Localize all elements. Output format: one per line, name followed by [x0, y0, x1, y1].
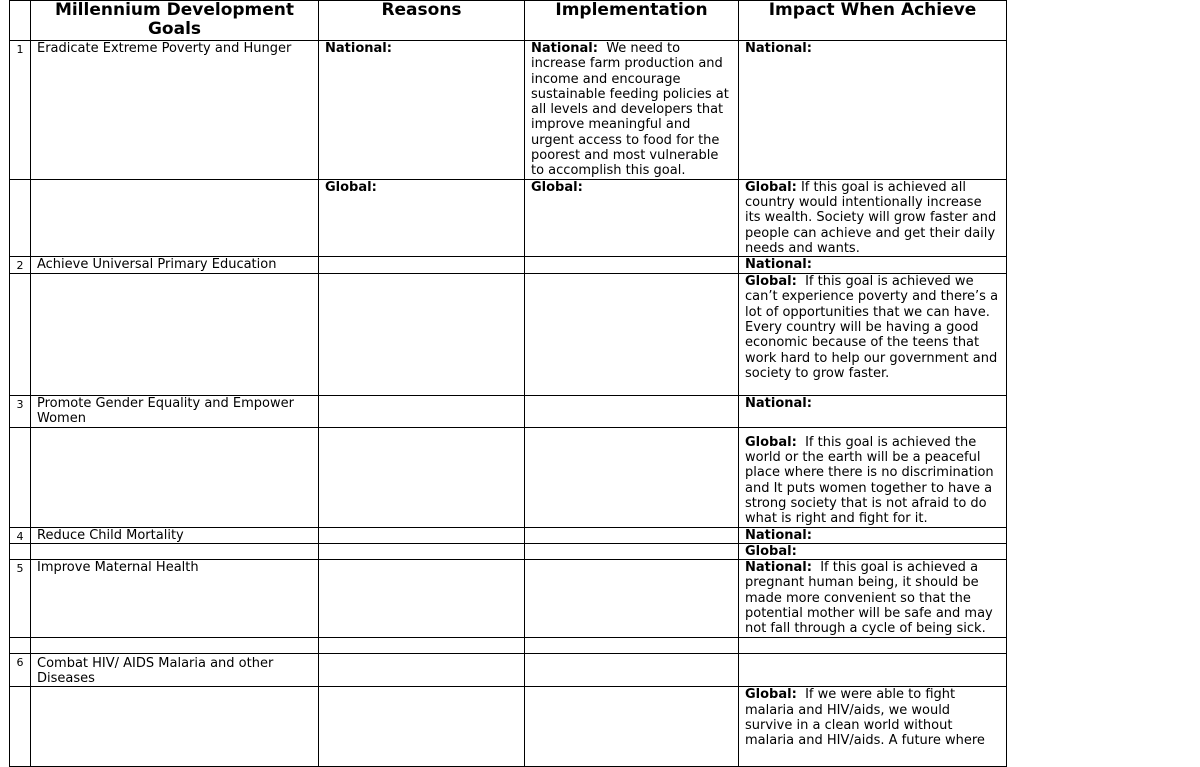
goal-name: Eradicate Extreme Poverty and Hunger	[31, 41, 319, 180]
goal-number	[10, 274, 31, 396]
national-label: National:	[531, 41, 598, 56]
reasons-cell	[319, 687, 525, 767]
impact-cell	[739, 687, 1007, 767]
goal-name: Promote Gender Equality and Empower Women	[31, 396, 319, 428]
table-row	[10, 687, 1007, 767]
impact-cell	[739, 637, 1007, 653]
goal-name: Reduce Child Mortality	[31, 527, 319, 543]
impact-cell	[739, 396, 1007, 428]
reasons-cell	[319, 257, 525, 274]
reasons-cell	[319, 179, 525, 256]
impact-cell	[739, 41, 1007, 180]
implementation-cell	[525, 257, 739, 274]
goal-number	[10, 687, 31, 767]
goal-name: Achieve Universal Primary Education	[31, 257, 319, 274]
implementation-cell	[525, 543, 739, 559]
global-label: Global:	[745, 687, 797, 703]
table-row	[10, 179, 1007, 256]
reasons-cell	[319, 560, 525, 637]
implementation-cell	[525, 637, 739, 653]
implementation-cell	[525, 179, 739, 256]
table-row	[10, 427, 1007, 527]
header-impact: Impact When Achieve	[739, 1, 1007, 41]
goal-number: 2	[10, 257, 31, 274]
national-label: National:	[325, 41, 392, 56]
national-label: National:	[745, 41, 812, 56]
national-label: National:	[745, 527, 812, 543]
implementation-cell	[525, 527, 739, 543]
table-row	[10, 396, 1007, 428]
global-label: Global:	[745, 179, 797, 195]
implementation-text: We need to increase farm production and income and encourage sustainable feeding policies at all levels and developers that improve meaningful and urgent access to food for the poorest and most vulnerable to accomplish this goal.	[531, 41, 729, 179]
goal-name	[31, 427, 319, 527]
goal-name	[31, 274, 319, 396]
implementation-cell	[525, 653, 739, 687]
header-row	[10, 1, 1007, 41]
impact-cell	[739, 179, 1007, 256]
goal-name	[31, 687, 319, 767]
goal-number: 6	[10, 653, 31, 687]
impact-cell	[739, 653, 1007, 687]
goal-name	[31, 637, 319, 653]
implementation-cell	[525, 41, 739, 180]
reasons-cell	[319, 653, 525, 687]
goal-number: 5	[10, 560, 31, 637]
implementation-cell	[525, 427, 739, 527]
goal-number: 3	[10, 396, 31, 428]
reasons-cell	[319, 41, 525, 180]
table-row	[10, 274, 1007, 396]
goal-number	[10, 179, 31, 256]
table-row	[10, 543, 1007, 559]
goal-number	[10, 543, 31, 559]
implementation-cell	[525, 560, 739, 637]
impact-text: If this goal is achieved we can’t experience poverty and there’s a lot of opportunities that we can have. Every country will be having a good economic because of the teens that work hard to help our government and society to grow faster.	[745, 274, 999, 381]
reasons-cell	[319, 527, 525, 543]
national-label: National:	[745, 396, 812, 412]
reasons-cell	[319, 427, 525, 527]
national-label: National:	[745, 257, 812, 273]
global-label: Global:	[325, 179, 377, 195]
mdg-table	[9, 0, 1007, 767]
impact-text: If this goal is achieved all country would intentionally increase its wealth. Society will grow faster and people can achieve and get their daily needs and wants.	[745, 179, 997, 256]
impact-cell	[739, 257, 1007, 274]
reasons-cell	[319, 396, 525, 428]
global-label: Global:	[745, 434, 797, 450]
header-reasons: Reasons	[319, 1, 525, 41]
table-row	[10, 257, 1007, 274]
implementation-cell	[525, 687, 739, 767]
header-number	[10, 1, 31, 41]
impact-text: If we were able to fight malaria and HIV/aids, we would survive in a clean world without malaria and HIV/aids. A future where	[745, 687, 985, 749]
impact-cell	[739, 560, 1007, 637]
reasons-cell	[319, 543, 525, 559]
impact-cell	[739, 274, 1007, 396]
goal-name	[31, 179, 319, 256]
impact-cell	[739, 543, 1007, 559]
national-label: National:	[745, 560, 812, 576]
goal-name: Combat HIV/ AIDS Malaria and other Diseases	[31, 653, 319, 687]
impact-cell	[739, 527, 1007, 543]
goal-number: 4	[10, 527, 31, 543]
impact-text: If this goal is achieved a pregnant human being, it should be made more convenient so that the potential mother will be safe and may not fall through a cycle of being sick.	[745, 560, 993, 637]
table-row	[10, 527, 1007, 543]
global-label: Global:	[531, 179, 583, 195]
reasons-cell	[319, 274, 525, 396]
goal-number	[10, 427, 31, 527]
global-label: Global:	[745, 274, 797, 290]
implementation-cell	[525, 396, 739, 428]
goal-name	[31, 543, 319, 559]
table-row	[10, 637, 1007, 653]
global-label: Global:	[745, 543, 797, 559]
table-row	[10, 560, 1007, 637]
table-row	[10, 653, 1007, 687]
header-implementation: Implementation	[525, 1, 739, 41]
goal-number	[10, 637, 31, 653]
impact-text: If this goal is achieved the world or the earth will be a peaceful place where there is no discrimination and It puts women together to have a strong society that is not afraid to do what is right and fight for it.	[745, 434, 994, 527]
implementation-cell	[525, 274, 739, 396]
table-row	[10, 41, 1007, 180]
goal-name: Improve Maternal Health	[31, 560, 319, 637]
reasons-cell	[319, 637, 525, 653]
header-goals: Millennium Development Goals	[31, 1, 319, 41]
goal-number: 1	[10, 41, 31, 180]
impact-cell	[739, 427, 1007, 527]
